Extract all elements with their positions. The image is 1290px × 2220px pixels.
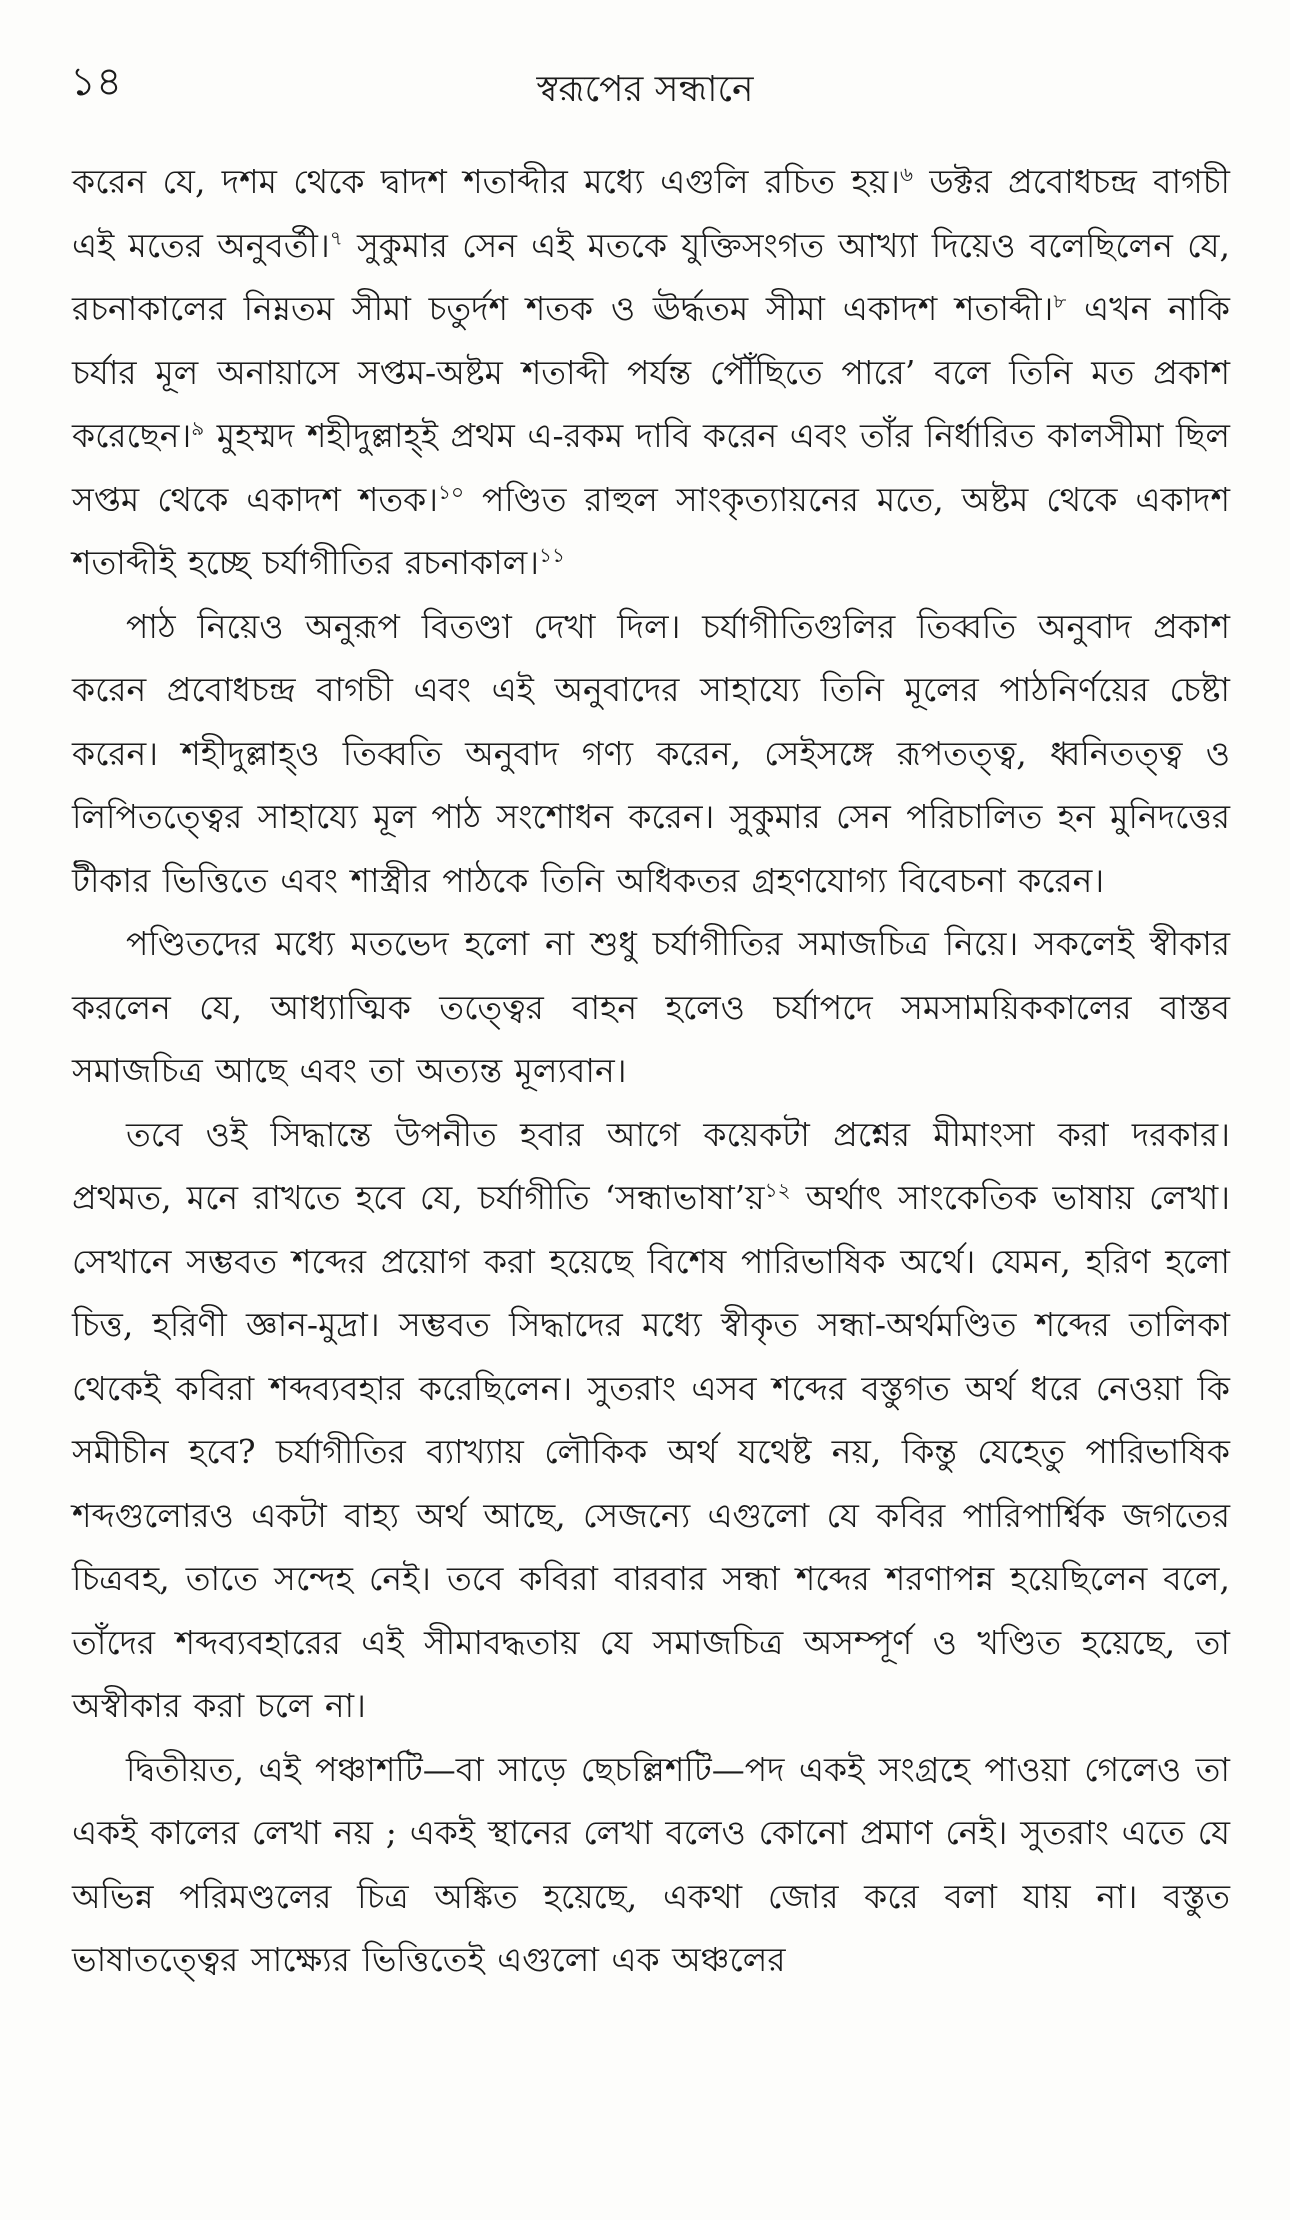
- text-run: অর্থাৎ সাংকেতিক ভাষায় লেখা। সেখানে সম্ভবত শব্দের প্রয়োগ করা হয়েছে বিশেষ পারিভাষিক অর্থে। যেমন, হরিণ হলো চিত্ত, হরিণী জ্ঞান-মুদ্রা। সম্ভবত সিদ্ধাদের মধ্যে স্বীকৃত সন্ধা-অর্থমণ্ডিত শব্দের তালিকা থেকেই কবিরা শব্দব্যবহার করেছিলেন। সুতরাং এসব শব্দের বস্তুগত অর্থ ধরে নেওয়া কি সমীচীন হবে? চর্যাগীতির ব্যাখ্যায় লৌকিক অর্থ যথেষ্ট নয়, কিন্তু যেহেতু পারিভাষিক শব্দগুলোরও একটা বাহ্য অর্থ আছে, সেজন্যে এগুলো যে কবির পারিপার্শ্বিক জগতের চিত্রবহ, তাতে সন্দেহ নেই। তবে কবিরা বারবার সন্ধা শব্দের শরণাপন্ন হয়েছিলেন বলে, তাঁদের শব্দব্যবহারের এই সীমাবদ্ধতায় যে সমাজচিত্র অসম্পূর্ণ ও খণ্ডিত হয়েছে, তা অস্বীকার করা চলে না।: [72, 1178, 1230, 1725]
- text-run: পণ্ডিতদের মধ্যে মতভেদ হলো না শুধু চর্যাগীতির সমাজচিত্র নিয়ে। সকলেই স্বীকার করলেন যে, আধ্যাত্মিক তত্ত্বের বাহন হলেও চর্যাপদে সমসাময়িককালের বাস্তব সমাজচিত্র আছে এবং তা অত্যন্ত মূল্যবান।: [72, 924, 1230, 1090]
- text-run: মুহম্মদ শহীদুল্লাহ্ই প্রথম এ-রকম দাবি করেন এবং তাঁর নির্ধারিত কালসীমা ছিল সপ্তম থেকে একাদশ শতক।: [72, 416, 1230, 519]
- paragraph-3: [72, 912, 1230, 1103]
- running-title: স্বরূপের সন্ধানে: [536, 69, 754, 110]
- footnote-marker: ১১: [539, 543, 565, 567]
- paragraph-5: [72, 1738, 1230, 1992]
- footnote-marker: ১০: [438, 479, 464, 504]
- text-run: ডক্টর প্রবোধচন্দ্র বাগচী এই মতের অনুবর্তী।: [72, 162, 1230, 265]
- paragraph-1: [72, 150, 1230, 595]
- text-run: তবে ওই সিদ্ধান্তে উপনীত হবার আগে কয়েকটা প্রশ্নের মীমাংসা করা দরকার। প্রথমত, মনে রাখতে হবে যে, চর্যাগীতি ‘সন্ধাভাষা’য়: [72, 1114, 1230, 1217]
- footnote-marker: ৮: [1053, 289, 1067, 313]
- body-text: [72, 150, 1230, 1992]
- text-run: এখন নাকি চর্যার মূল অনায়াসে সপ্তম-অষ্টম শতাব্দী পর্যন্ত পৌঁছিতে পারে’ বলে তিনি মত প্রকাশ করেছেন।: [72, 289, 1231, 455]
- text-run: দ্বিতীয়ত, এই পঞ্চাশটি—বা সাড়ে ছেচল্লিশটি—পদ একই সংগ্রহে পাওয়া গেলেও তা একই কালের লেখা নয় ; একই স্থানের লেখা বলেও কোনো প্রমাণ নেই। সুতরাং এতে যে অভিন্ন পরিমণ্ডলের চিত্র অঙ্কিত হয়েছে, একথা জোর করে বলা যায় না। বস্তুত ভাষাতত্ত্বের সাক্ষ্যের ভিত্তিতেই এগুলো এক অঞ্চলের: [72, 1749, 1230, 1979]
- footnote-marker: ৯: [191, 416, 205, 440]
- text-run: পাঠ নিয়েও অনুরূপ বিতণ্ডা দেখা দিল। চর্যাগীতিগুলির তিব্বতি অনুবাদ প্রকাশ করেন প্রবোধচন্দ্র বাগচী এবং এই অনুবাদের সাহায্যে তিনি মূলের পাঠনির্ণয়ের চেষ্টা করেন। শহীদুল্লাহ্ও তিব্বতি অনুবাদ গণ্য করেন, সেইসঙ্গে রূপতত্ত্ব, ধ্বনিতত্ত্ব ও লিপিতত্ত্বের সাহায্যে মূল পাঠ সংশোধন করেন। সুকুমার সেন পরিচালিত হন মুনিদত্তের টীকার ভিত্তিতে এবং শাস্ত্রীর পাঠকে তিনি অধিকতর গ্রহণযোগ্য বিবেচনা করেন।: [72, 606, 1230, 900]
- text-run: করেন যে, দশম থেকে দ্বাদশ শতাব্দীর মধ্যে এগুলি রচিত হয়।: [72, 162, 900, 201]
- paragraph-2: [72, 595, 1230, 913]
- footnote-marker: ৬: [899, 162, 913, 186]
- page-number: ১৪: [70, 59, 122, 105]
- footnote-marker: ৭: [329, 225, 343, 250]
- text-run: পণ্ডিত রাহুল সাংকৃত্যায়নের মতে, অষ্টম থেকে একাদশ শতাব্দীই হচ্ছে চর্যাগীতির রচনাকাল।: [72, 479, 1230, 582]
- page-header: [0, 52, 1290, 122]
- paragraph-4: [72, 1103, 1230, 1738]
- text-run: সুকুমার সেন এই মতকে যুক্তিসংগত আখ্যা দিয়েও বলেছিলেন যে, রচনাকালের নিম্নতম সীমা চতুর্দশ শতক ও ঊর্দ্ধতম সীমা একাদশ শতাব্দী।: [72, 225, 1230, 328]
- footnote-marker: ১২: [764, 1178, 791, 1202]
